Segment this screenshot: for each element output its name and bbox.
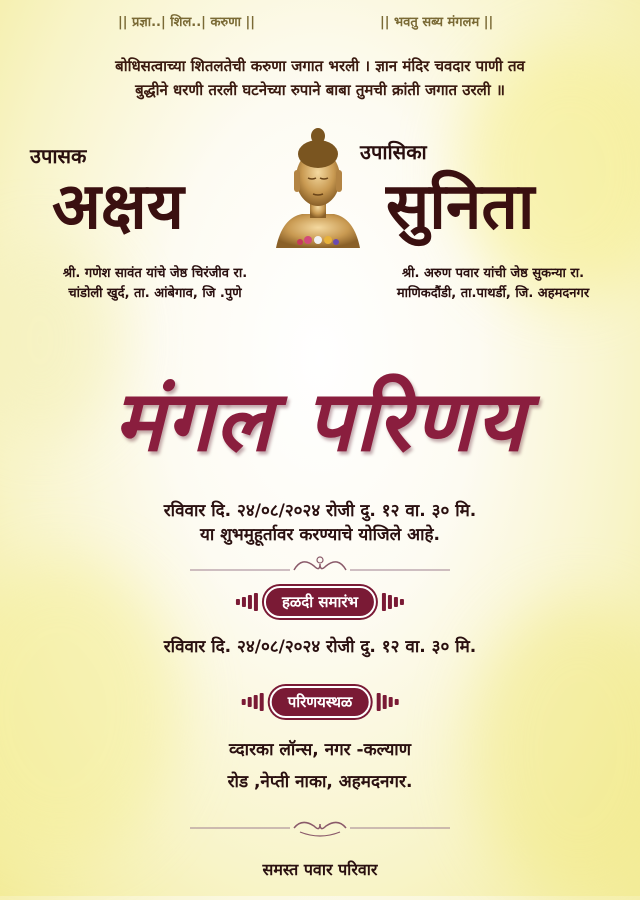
haldi-label: हळदी समारंभ	[264, 586, 376, 618]
venue-line-1: व्दारका लॉन्स, नगर -कल्याण	[228, 740, 411, 760]
groom-role: उपासक	[30, 144, 87, 168]
family-footer: समस्त पवार परिवार	[262, 860, 378, 879]
badge-right-bars	[382, 593, 404, 611]
verse	[0, 54, 640, 102]
ornament-divider	[190, 814, 450, 840]
bride-parent-line-2: माणिकदौंडी, ता.पाथर्डी, जि. अहमदनगर	[396, 286, 590, 301]
bride-parent-line-1: श्री. अरुण पवार यांची जेष्ठ सुकन्या रा.	[401, 266, 585, 281]
badge-left-bars	[242, 693, 264, 711]
verse-line-1: बोधिसत्वाच्या शितलतेची करुणा जगात भरली । ज्ञान मंदिर चवदार पाणी तव	[115, 57, 525, 75]
venue-badge	[242, 686, 399, 718]
bride-name: सुनिता	[386, 169, 535, 244]
groom-name: अक्षय	[52, 169, 184, 244]
bride-role: उपासिका	[360, 140, 427, 164]
header-slogan-left: || प्रज्ञा..| शिल..| करुणा ||	[118, 15, 255, 30]
ornament-divider	[190, 552, 450, 578]
bride-parents	[348, 264, 638, 304]
haldi-badge	[236, 586, 404, 618]
groom-parent-line-1: श्री. गणेश सावंत यांचे जेष्ठ चिरंजीव रा.	[62, 266, 248, 281]
wedding-muhurat: या शुभमुहूर्तावर करण्याचे योजिले आहे.	[200, 525, 440, 545]
mangal-parinay-title: मंगल परिणय	[113, 371, 527, 470]
badge-right-bars	[376, 693, 398, 711]
venue-line-2: रोड ,नेप्ती नाका, अहमदनगर.	[227, 772, 413, 792]
buddha-image	[272, 122, 364, 250]
groom-parents	[10, 264, 300, 304]
header-slogan-right: || भवतु सब्य मंगलम ||	[380, 15, 494, 30]
badge-left-bars	[236, 593, 258, 611]
venue-label: परिणयस्थळ	[270, 686, 371, 718]
wedding-date: रविवार दि. २४/०८/२०२४ रोजी दु. १२ वा. ३० मि.	[163, 501, 477, 521]
groom-parent-line-2: चांडोली खुर्द, ता. आंबेगाव, जि .पुणे	[68, 286, 242, 301]
title-container	[0, 360, 640, 475]
haldi-date: रविवार दि. २४/०८/२०२४ रोजी दु. १२ वा. ३० मि.	[163, 637, 477, 657]
verse-line-2: बुद्धीने धरणी तरली घटनेच्या रुपाने बाबा तुमची क्रांती जगात उरली ॥	[135, 81, 505, 99]
venue-address	[0, 734, 640, 798]
